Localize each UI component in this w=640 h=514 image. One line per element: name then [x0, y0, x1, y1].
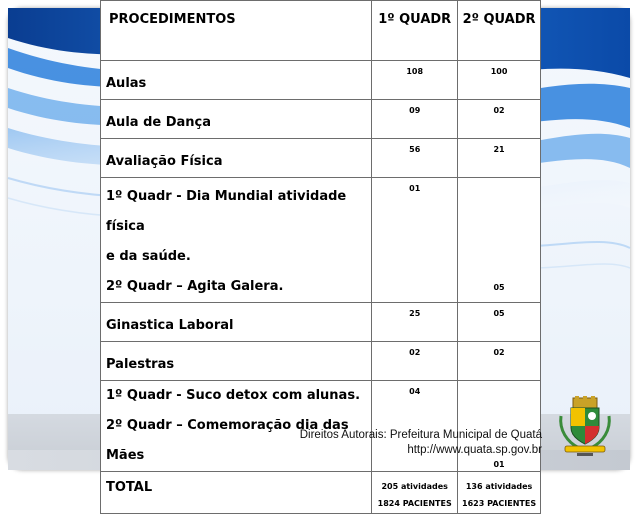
row-q1-value: 56: [372, 139, 458, 178]
header-procedimentos: PROCEDIMENTOS: [101, 1, 372, 61]
row-q1-value: 01: [372, 178, 458, 303]
row-q2-value: 02: [458, 342, 541, 381]
total-q2-activities: 136 atividades: [465, 482, 533, 491]
total-q1-patients: 1824 PACIENTES: [377, 499, 452, 508]
total-q1: [372, 472, 458, 514]
row-label: Ginastica Laboral: [101, 303, 372, 342]
copyright-credit: [300, 428, 542, 458]
row-q2-value: 01: [458, 381, 541, 472]
row-q1-value: 02: [372, 342, 458, 381]
header-1-quadr: 1º QUADR: [372, 1, 458, 61]
row-q2-value: 05: [458, 303, 541, 342]
table-header-row: [101, 1, 541, 61]
row-q1-value: 04: [372, 381, 458, 472]
table-row: [101, 139, 541, 178]
row-label: Aula de Dança: [101, 100, 372, 139]
total-q2-patients: 1623 PACIENTES: [462, 499, 537, 508]
row-label: Avaliação Física: [101, 139, 372, 178]
row-label: 1º Quadr - Dia Mundial atividade física e da saúde. 2º Quadr – Agita Galera.: [101, 178, 372, 303]
row-label: 1º Quadr - Suco detox com alunas. 2º Quadr – Comemoração dia das Mães: [101, 381, 372, 472]
row-q2-value: 05: [458, 178, 541, 303]
table-total-row: [101, 472, 541, 514]
row-q2-value: 02: [458, 100, 541, 139]
header-2-quadr: 2º QUADR: [458, 1, 541, 61]
row-label: Palestras: [101, 342, 372, 381]
total-q2: [458, 472, 541, 514]
row-q1-value: 25: [372, 303, 458, 342]
total-q1-activities: 205 atividades: [381, 482, 448, 491]
table-row: [101, 61, 541, 100]
total-label: TOTAL: [101, 472, 372, 514]
row-q2-value: 100: [458, 61, 541, 100]
credit-line: Direitos Autorais: Prefeitura Municipal de Quatá: [299, 429, 542, 441]
municipal-coat-of-arms-icon: [557, 396, 613, 458]
table-row: [101, 342, 541, 381]
table-row: [101, 178, 541, 303]
row-label: Aulas: [101, 61, 372, 100]
table-row: [101, 100, 541, 139]
row-q1-value: 09: [372, 100, 458, 139]
row-q2-value: 21: [458, 139, 541, 178]
website-link[interactable]: http://www.quata.sp.gov.br: [407, 444, 542, 456]
table-row: [101, 303, 541, 342]
row-q1-value: 108: [372, 61, 458, 100]
